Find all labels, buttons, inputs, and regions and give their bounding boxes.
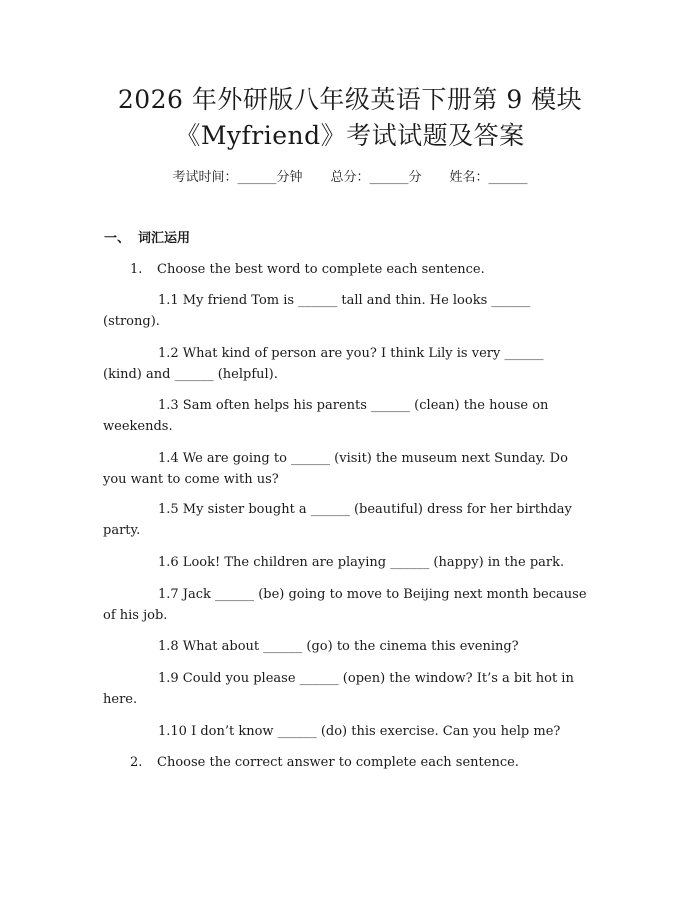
item-text: 1.3 Sam often helps his parents ______ (clean) the house on	[158, 398, 549, 413]
item-1-10	[103, 722, 603, 743]
section-title: 词汇运用	[138, 231, 191, 246]
title-line-1: 2026 年外研版八年级英语下册第 9 模块	[117, 85, 583, 114]
item-text-continued: (strong).	[103, 313, 160, 329]
item-text-continued: of his job.	[103, 607, 168, 623]
item-text-continued: (kind) and ______ (helpful).	[103, 366, 278, 382]
item-text: 1.10 I don’t know ______ (do) this exercise. Can you help me?	[158, 724, 561, 739]
exam-total-score: 总分：______分	[330, 170, 422, 185]
section-number: 一、	[104, 231, 131, 246]
item-1-6	[103, 553, 603, 574]
item-text: 1.8 What about ______ (go) to the cinema this evening?	[158, 639, 519, 654]
question-text: Choose the best word to complete each sentence.	[157, 262, 485, 277]
exam-time: 考试时间：______分钟	[172, 170, 303, 185]
item-text: 1.4 We are going to ______ (visit) the museum next Sunday. Do	[158, 451, 568, 466]
title-line-2: 《Myfriend》考试试题及答案	[175, 121, 525, 150]
item-text: 1.9 Could you please ______ (open) the window? It’s a bit hot in	[158, 671, 574, 686]
exam-name: 姓名：______	[449, 170, 528, 185]
question-1	[130, 260, 485, 280]
question-number: 1.	[130, 262, 143, 277]
item-text: 1.6 Look! The children are playing ______ (happy) in the park.	[158, 555, 565, 570]
item-text: 1.5 My sister bought a ______ (beautiful) dress for her birthday	[158, 502, 572, 517]
item-1-5	[103, 500, 603, 541]
item-text-continued: weekends.	[103, 418, 173, 434]
item-text: 1.1 My friend Tom is ______ tall and thin. He looks ______	[158, 293, 531, 308]
item-1-8	[103, 637, 603, 658]
exam-meta	[0, 169, 700, 187]
item-text: 1.2 What kind of person are you? I think Lily is very ______	[158, 346, 544, 361]
section-heading	[104, 230, 190, 248]
question-number: 2.	[130, 755, 143, 770]
item-text-continued: here.	[103, 691, 138, 707]
item-1-2	[103, 344, 603, 385]
item-1-7	[103, 585, 603, 626]
item-1-9	[103, 669, 603, 710]
item-text: 1.7 Jack ______ (be) going to move to Beijing next month because	[158, 587, 587, 602]
question-text: Choose the correct answer to complete each sentence.	[157, 755, 519, 770]
item-text-continued: you want to come with us?	[103, 471, 279, 487]
question-2	[130, 753, 519, 773]
item-text-continued: party.	[103, 522, 141, 538]
item-1-4	[103, 449, 603, 490]
item-1-1	[103, 291, 603, 332]
item-1-3	[103, 396, 603, 437]
